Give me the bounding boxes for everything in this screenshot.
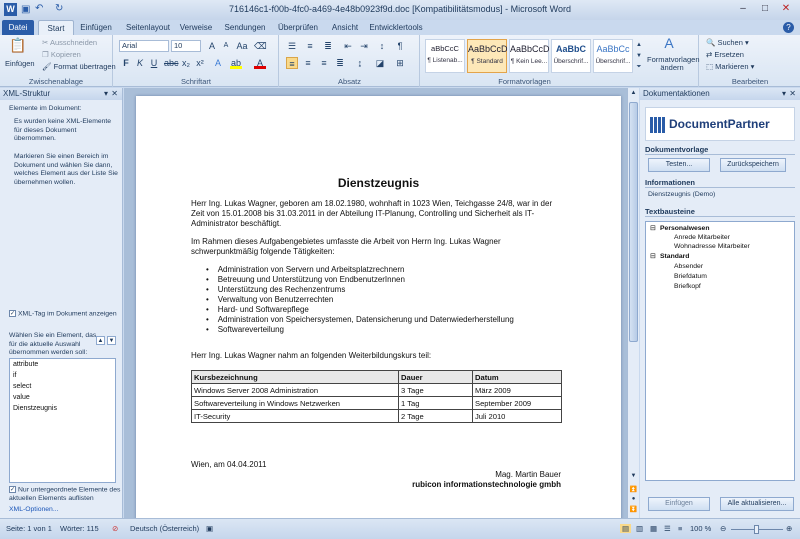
undo-icon[interactable]: ↶ [35, 3, 44, 14]
paste-button[interactable]: Einfügen [5, 59, 35, 68]
xml-pane-header [0, 88, 122, 100]
full-screen-icon[interactable]: ▥ [636, 524, 644, 533]
proofing-icon[interactable]: ⊘ [112, 524, 119, 533]
tab-mailings[interactable]: Sendungen [224, 23, 266, 32]
table-header-row [192, 371, 562, 384]
grow-font-icon[interactable]: A [208, 41, 215, 51]
text-effects-icon[interactable]: A [214, 58, 221, 68]
tree-node-standard[interactable]: Standard [660, 253, 690, 260]
borders-icon[interactable]: ⊞ [396, 58, 404, 68]
maximize-icon[interactable]: □ [761, 3, 769, 14]
duties-intro-paragraph: Im Rahmen dieses Aufgabengebietes umfasste die Arbeit von Herrn Ing. Lukas Wagner schwerpunktmäßig folgende Tätigkeiten: [191, 237, 501, 256]
replace-button[interactable]: ⇄ Ersetzen [706, 50, 744, 59]
next-page-icon[interactable]: ⏬ [629, 507, 638, 513]
change-case-icon[interactable]: Aa [236, 41, 248, 51]
list-item: • Betreuung und Unterstützung von EndbenutzerInnen [206, 275, 405, 284]
list-item: • Verwaltung von Benutzerrechten [206, 295, 334, 304]
table-row: Windows Server 2008 Administration 3 Tage März 2009 [192, 384, 562, 397]
text-blocks-tree[interactable] [645, 221, 795, 481]
word-count[interactable]: Wörter: 115 [60, 524, 99, 533]
status-bar [0, 518, 800, 539]
test-button[interactable]: Testen... [648, 158, 710, 172]
change-styles-button[interactable]: Formatvorlagen ändern [647, 55, 700, 72]
ribbon [0, 35, 800, 87]
tree-node-personalwesen[interactable]: Personalwesen [660, 225, 710, 232]
bold-icon[interactable]: F [123, 58, 129, 68]
tree-leaf[interactable]: Absender [674, 263, 704, 270]
superscript-icon[interactable]: x² [196, 58, 204, 68]
move-up-icon[interactable]: ▲ [97, 338, 104, 344]
binoculars-icon: 🔍 [706, 38, 718, 47]
line-spacing-icon[interactable]: ↨ [357, 58, 363, 68]
style-standard[interactable]: AaBbCcD ¶ Standard [467, 39, 507, 73]
save-back-button[interactable]: Zurückspeichern [720, 158, 786, 172]
table-header: Dauer [399, 371, 473, 384]
styles-scroll-down-icon[interactable]: ▼ [636, 53, 642, 59]
tree-expand-icon[interactable]: ⊟ [650, 225, 656, 232]
list-item: • Unterstützung des Rechenzentrums [206, 285, 346, 294]
redo-icon[interactable]: ↻ [55, 3, 64, 14]
list-item: • Administration von Servern und Arbeitsplatzrechnern [206, 265, 405, 274]
italic-icon[interactable]: K [136, 58, 143, 68]
intro-paragraph: Herr Ing. Lukas Wagner, geboren am 18.02.1980, wohnhaft in 1023 Wien, Teichgasse 24/8, war in der Zeit von 15.01.2008 bis 31.03.2011 in der Abteilung IT-Planung, Controlling und Sicherheit als IT-Administrator beschäftigt. [191, 199, 553, 228]
tab-review[interactable]: Überprüfen [277, 23, 319, 32]
list-item: • Softwareverteilung [206, 325, 284, 334]
info-section-header: Informationen [645, 178, 795, 188]
editing-group [700, 35, 800, 87]
show-formatting-icon[interactable]: ¶ [397, 41, 403, 51]
zoom-slider-thumb[interactable] [754, 525, 759, 534]
pane-menu-icon[interactable]: ▾ [781, 89, 786, 98]
align-center-icon[interactable]: ≡ [305, 58, 311, 68]
instructions-text: Markieren Sie einen Bereich im Dokument und wählen Sie dann, welches Element aus der Liste Sie übernehmen wollen. [14, 153, 118, 186]
language[interactable]: Deutsch (Österreich) [130, 524, 200, 533]
tree-leaf[interactable]: Wohnadresse Mitarbeiter [674, 243, 750, 250]
find-button[interactable]: 🔍 Suchen ▾ [706, 38, 749, 47]
style-list-paragraph[interactable]: aBbCcC ¶ Listenab... [425, 39, 465, 73]
tab-insert[interactable]: Einfügen [80, 23, 112, 32]
page-count[interactable]: Seite: 1 von 1 [6, 524, 52, 533]
align-right-icon[interactable]: ≡ [321, 58, 327, 68]
title-bar [0, 0, 800, 20]
select-button[interactable]: ⬚ Markieren ▾ [706, 62, 755, 71]
tab-file[interactable]: Datei [2, 20, 34, 35]
table-row: IT-Security 2 Tage Juli 2010 [192, 410, 562, 423]
tree-leaf[interactable]: Briefdatum [674, 273, 707, 280]
logo-mark-icon [650, 117, 666, 133]
list-item[interactable]: attribute [13, 361, 39, 368]
font-group [114, 35, 279, 87]
subscript-icon[interactable]: x₂ [182, 58, 190, 68]
tab-start[interactable]: Start [38, 20, 74, 35]
blocks-section-header: Textbausteine [645, 207, 795, 217]
xml-pane-title: XML-Struktur [3, 89, 51, 98]
bullets-icon[interactable]: ☰ [287, 41, 297, 51]
prev-page-icon[interactable]: ⏫ [629, 487, 638, 493]
list-item: • Administration von Speichersystemen, Datensicherung und Datenwiederherstellung [206, 315, 514, 324]
strikethrough-icon[interactable]: abc [164, 58, 179, 68]
info-value: Dienstzeugnis (Demo) [648, 191, 716, 198]
document-page[interactable] [136, 96, 621, 526]
format-painter-button[interactable]: 🖌 Format übertragen [42, 62, 116, 71]
document-area [124, 88, 627, 518]
numbering-icon[interactable]: ≡ [307, 41, 313, 51]
training-table [191, 370, 562, 423]
tab-view[interactable]: Ansicht [331, 23, 359, 32]
multilevel-icon[interactable]: ≣ [324, 41, 332, 51]
company-name: rubicon informationstechnologie gmbh [412, 480, 561, 489]
pane-menu-icon[interactable]: ▾ [103, 89, 108, 98]
pane-close-icon[interactable]: ✕ [111, 89, 118, 98]
update-all-button[interactable]: Alle aktualisieren... [720, 497, 794, 511]
doc-actions-title: Dokumentaktionen [643, 89, 710, 98]
xml-structure-pane [0, 88, 123, 518]
justify-icon[interactable]: ≣ [336, 58, 344, 68]
change-styles-icon[interactable]: A [664, 35, 674, 51]
select-icon: ⬚ [706, 62, 716, 71]
style-no-spacing[interactable]: AaBbCcD ¶ Kein Lee... [509, 39, 549, 73]
list-item: • Hard- und Softwarepflege [206, 305, 309, 314]
only-children-checkbox[interactable]: ✓ Nur untergeordnete Elemente des aktuellen Elements auflisten [9, 486, 121, 502]
styles-scroll-up-icon[interactable]: ▲ [636, 42, 642, 48]
zoom-level[interactable]: 100 % [690, 524, 712, 533]
font-size-combo[interactable]: 10 [171, 40, 201, 52]
ribbon-tabs [0, 20, 800, 35]
insert-button[interactable]: Einfügen [648, 497, 710, 511]
zoom-slider[interactable] [731, 529, 783, 530]
sort-icon[interactable]: ↕ [379, 41, 385, 51]
window-title: 716146c1-f00b-4fc0-a469-4e48b0923f9d.doc [Kompatibilitätsmodus] - Microsoft Word [228, 4, 572, 14]
document-partner-logo [645, 107, 795, 141]
help-icon[interactable]: ? [783, 22, 794, 33]
macro-record-icon[interactable]: ▣ [206, 524, 214, 533]
tree-leaf[interactable]: Anrede Mitarbeiter [674, 234, 730, 241]
clipboard-group [0, 35, 116, 87]
editing-group-label: Bearbeiten [731, 77, 769, 86]
align-left-icon[interactable]: ≡ [286, 57, 298, 69]
training-intro: Herr Ing. Lukas Wagner nahm an folgenden Weiterbildungskurs teil: [191, 351, 432, 360]
highlight-icon[interactable]: ab [230, 58, 241, 68]
font-group-label: Schriftart [180, 77, 211, 86]
list-item[interactable]: value [13, 394, 30, 401]
word-app-icon[interactable]: W [4, 3, 17, 16]
xml-options-link[interactable]: XML-Optionen... [9, 506, 59, 513]
copy-button[interactable]: ❐ Kopieren [42, 50, 81, 59]
template-section-header: Dokumentvorlage [645, 145, 795, 155]
increase-indent-icon[interactable]: ⇥ [360, 41, 368, 51]
list-item[interactable]: Dienstzeugnis [13, 405, 57, 412]
scroll-thumb[interactable] [629, 102, 638, 342]
doc-actions-header [640, 88, 800, 100]
decrease-indent-icon[interactable]: ⇤ [344, 41, 352, 51]
choose-element-label: Wählen Sie ein Element, das für die aktuelle Auswahl übernommen werden soll: [9, 332, 97, 356]
paragraph-group [280, 35, 420, 87]
clipboard-group-label: Zwischenablage [28, 77, 84, 86]
tab-page-layout[interactable]: Seitenlayout [125, 23, 171, 32]
browse-object-icon[interactable]: ● [631, 496, 636, 502]
pane-close-icon[interactable]: ✕ [789, 89, 796, 98]
underline-icon[interactable]: U [150, 58, 158, 68]
minimize-icon[interactable]: – [740, 3, 746, 14]
place-date: Wien, am 04.04.2011 [191, 460, 267, 469]
no-elements-text: Es wurden keine XML-Elemente für dieses Dokument übernommen. [14, 118, 112, 142]
tab-developer[interactable]: Entwicklertools [369, 23, 423, 32]
table-row: Softwareverteilung in Windows Netzwerken 1 Tag September 2009 [192, 397, 562, 410]
close-icon[interactable]: ✕ [781, 3, 791, 14]
logo-text: DocumentPartner [669, 117, 770, 131]
shading-icon[interactable]: ◪ [375, 58, 385, 68]
tree-leaf[interactable]: Briefkopf [674, 283, 701, 290]
font-name-combo[interactable]: Arial [119, 40, 169, 52]
list-item[interactable]: if [13, 372, 17, 379]
web-layout-icon[interactable]: ▦ [650, 524, 658, 533]
document-actions-pane [640, 88, 800, 518]
print-layout-icon[interactable]: ▤ [622, 524, 630, 533]
table-header: Kursbezeichnung [192, 371, 399, 384]
scroll-up-icon[interactable]: ▲ [630, 90, 637, 96]
list-item[interactable]: select [13, 383, 32, 390]
move-down-icon[interactable]: ▼ [108, 338, 115, 344]
cut-button[interactable]: ✂ Ausschneiden [42, 38, 98, 47]
vertical-scrollbar[interactable] [627, 88, 639, 518]
zoom-in-icon[interactable]: ⊕ [786, 524, 793, 533]
task-list [206, 265, 566, 335]
table-header: Datum [473, 371, 562, 384]
styles-more-icon[interactable]: ⏷ [636, 64, 642, 70]
show-tags-checkbox[interactable]: ✓ XML-Tag im Dokument anzeigen [10, 310, 117, 318]
copy-icon: ❐ [42, 50, 51, 59]
elements-label: Elemente im Dokument: [9, 105, 82, 112]
save-icon[interactable]: ▣ [21, 4, 31, 15]
paste-icon[interactable]: 📋 [9, 37, 27, 53]
tab-references[interactable]: Verweise [179, 23, 213, 32]
signer-name: Mag. Martin Bauer [495, 470, 561, 479]
element-list[interactable] [9, 358, 116, 483]
shrink-font-icon[interactable]: A [223, 42, 229, 49]
styles-group [421, 35, 699, 87]
cut-icon: ✂ [42, 38, 50, 47]
tree-expand-icon[interactable]: ⊟ [650, 253, 656, 260]
replace-icon: ⇄ [706, 50, 715, 59]
checkbox-checked-icon: ✓ [10, 311, 16, 317]
document-heading: Dienstzeugnis [337, 176, 420, 190]
checkbox-checked-icon: ✓ [10, 487, 16, 493]
zoom-out-icon[interactable]: ⊖ [720, 524, 727, 533]
draft-icon[interactable]: ≡ [678, 524, 683, 533]
styles-group-label: Formatvorlagen [498, 77, 551, 86]
paragraph-group-label: Absatz [338, 77, 361, 86]
clear-format-icon[interactable]: ⌫ [254, 41, 267, 51]
scroll-down-icon[interactable]: ▼ [630, 473, 637, 479]
font-color-icon[interactable]: A [254, 57, 266, 69]
style-heading-2[interactable]: AaBbCc Überschrif... [593, 39, 633, 73]
brush-icon: 🖌 [42, 62, 54, 71]
style-heading-1[interactable]: AaBbC Überschrif... [551, 39, 591, 73]
outline-icon[interactable]: ☰ [664, 524, 671, 533]
